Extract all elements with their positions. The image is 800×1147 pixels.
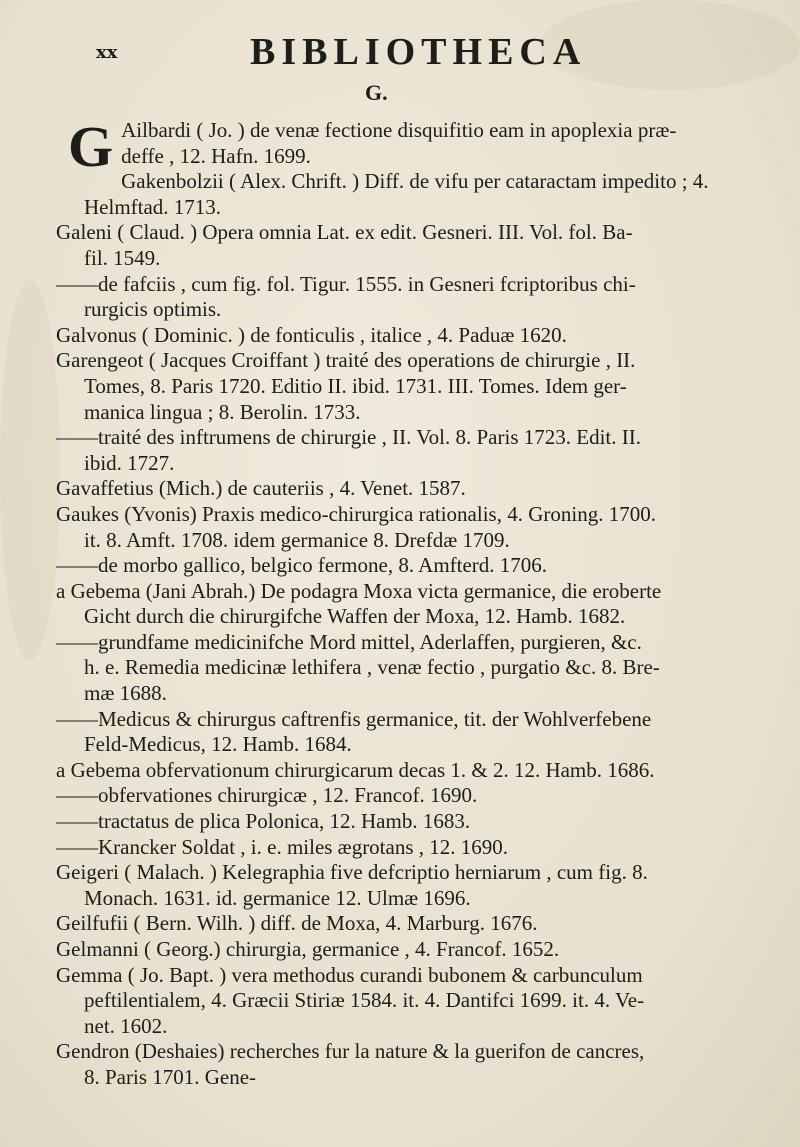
entry-line: ——traité des inftrumens de chirurgie , II. Vol. 8. Paris 1723. Edit. II.: [56, 425, 641, 450]
entry-line: ——de fafciis , cum fig. fol. Tigur. 1555. in Gesneri fcriptoribus chi-: [56, 271, 636, 296]
bibliography-entry: [56, 835, 776, 861]
entry-line: ——Krancker Soldat , i. e. miles ægrotans , 12. 1690.: [56, 834, 509, 859]
running-head: BIBLIOTHECA: [250, 31, 587, 73]
bibliography-entries: [56, 114, 776, 1091]
bibliography-entry: [56, 783, 776, 809]
bibliography-entry: [56, 553, 776, 579]
bibliography-entry: [56, 860, 776, 911]
entry-line: ——Medicus & chirurgus caftrenfis germanice, tit. der Wohlverfebene: [56, 706, 652, 731]
drop-cap: G: [68, 114, 114, 179]
entry-line: Gakenbolzii ( Alex. Chrift. ) Diff. de vifu per cataractam impedito ; 4.: [121, 169, 709, 194]
entry-line: manica lingua ; 8. Berolin. 1733.: [84, 399, 361, 424]
entry-line: Gicht durch die chirurgifche Waffen der Moxa, 12. Hamb. 1682.: [84, 604, 626, 629]
entry-line: a Gebema obfervationum chirurgicarum decas 1. & 2. 12. Hamb. 1686.: [56, 757, 655, 782]
entry-line: a Gebema (Jani Abrah.) De podagra Moxa victa germanice, die eroberte: [56, 578, 662, 603]
bibliography-entry: [56, 220, 776, 271]
entry-line: deffe , 12. Hafn. 1699.: [121, 143, 311, 168]
entry-line: ——grundfame medicinifche Mord mittel, Aderlaffen, purgieren, &c.: [56, 629, 642, 654]
bibliography-entry: [56, 809, 776, 835]
entry-line: ibid. 1727.: [84, 450, 175, 475]
entry-line: ——tractatus de plica Polonica, 12. Hamb. 1683.: [56, 809, 471, 834]
bibliography-entry: [56, 630, 776, 707]
entry-line: it. 8. Amft. 1708. idem germanice 8. Drefdæ 1709.: [84, 527, 510, 552]
entry-line: Monach. 1631. id. germanice 12. Ulmæ 1696.: [84, 885, 471, 910]
bibliography-entry: [56, 1039, 776, 1090]
bibliography-entry: [56, 272, 776, 323]
entry-line: rurgicis optimis.: [84, 297, 222, 322]
entry-line: Galvonus ( Dominic. ) de fonticulis , italice , 4. Paduæ 1620.: [56, 322, 567, 347]
entry-line: Ailbardi ( Jo. ) de venæ fectione disquifitio eam in apoplexia præ-: [121, 118, 677, 142]
entry-line: Garengeot ( Jacques Croiffant ) traité des operations de chirurgie , II.: [56, 348, 636, 373]
entry-line: Galeni ( Claud. ) Opera omnia Lat. ex edit. Gesneri. III. Vol. fol. Ba-: [56, 220, 633, 245]
bibliography-entry: [56, 348, 776, 425]
bibliography-entry: [56, 937, 776, 963]
entry-line: net. 1602.: [84, 1013, 168, 1038]
entry-line: peftilentialem, 4. Græcii Stiriæ 1584. it. 4. Dantifci 1699. it. 4. Ve-: [84, 988, 645, 1013]
entry-line: Tomes, 8. Paris 1720. Editio II. ibid. 1731. III. Tomes. Idem ger-: [84, 373, 627, 398]
entry-line: Gelmanni ( Georg.) chirurgia, germanice , 4. Francof. 1652.: [56, 937, 560, 961]
bibliography-entry: [56, 758, 776, 784]
entry-line: Feld-Medicus, 12. Hamb. 1684.: [84, 732, 352, 757]
entry-line: Gemma ( Jo. Bapt. ) vera methodus curandi bubonem & carbunculum: [56, 962, 643, 987]
bibliography-entry: [56, 502, 776, 553]
page-number: xx: [96, 42, 118, 63]
bibliography-entry: [56, 911, 776, 937]
entry-line: ——obfervationes chirurgicæ , 12. Francof. 1690.: [56, 783, 478, 808]
bibliography-entry: [56, 425, 776, 476]
page-header: [0, 20, 800, 73]
bibliography-entry: [56, 476, 776, 502]
entry-line: Gendron (Deshaies) recherches fur la nature & la guerifon de cancres,: [56, 1039, 645, 1064]
bibliography-entry: [56, 323, 776, 349]
bibliography-entry: [56, 579, 776, 630]
bibliography-entry: [56, 114, 776, 179]
bibliography-entry: [56, 963, 776, 1040]
bibliography-entry: [56, 169, 776, 220]
entry-line: h. e. Remedia medicinæ lethifera , venæ fectio , purgatio &c. 8. Bre-: [84, 655, 660, 680]
entry-line: 8. Paris 1701. Gene-: [84, 1064, 257, 1089]
bibliography-entry: [56, 707, 776, 758]
entry-line: Geilfufii ( Bern. Wilh. ) diff. de Moxa, 4. Marburg. 1676.: [56, 911, 538, 936]
section-letter: G.: [365, 80, 388, 105]
entry-line: mæ 1688.: [84, 681, 167, 706]
entry-line: fil. 1549.: [84, 245, 161, 270]
entry-line: Geigeri ( Malach. ) Kelegraphia five defcriptio herniarum , cum fig. 8.: [56, 860, 648, 885]
entry-line: Gaukes (Yvonis) Praxis medico-chirurgica rationalis, 4. Groning. 1700.: [56, 501, 656, 526]
entry-line: Gavaffetius (Mich.) de cauteriis , 4. Venet. 1587.: [56, 476, 466, 501]
entry-line: ——de morbo gallico, belgico fermone, 8. Amfterd. 1706.: [56, 553, 548, 578]
entry-line: Helmftad. 1713.: [84, 194, 222, 219]
